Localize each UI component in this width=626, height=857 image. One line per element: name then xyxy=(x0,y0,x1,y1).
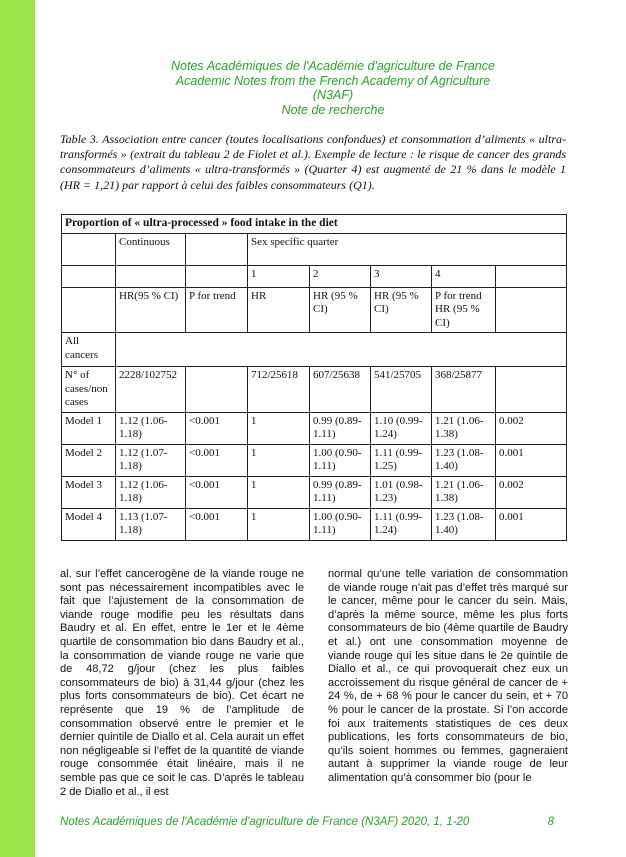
table-cell: 1.23 (1.08-1.40) xyxy=(432,444,496,476)
header-line-1: Notes Académiques de l'Académie d'agriculture de France xyxy=(171,59,495,73)
sub-header: P for trend HR (95 % CI) xyxy=(432,287,496,333)
table-cell: 1 xyxy=(248,444,310,476)
table-cell: 368/25877 xyxy=(432,367,496,413)
table-cell: 1.12 (1.06-1.18) xyxy=(116,476,186,508)
header-line-4: Note de recherche xyxy=(281,102,385,117)
table-cell: 0.001 xyxy=(496,444,567,476)
continuous-header: Continuous xyxy=(116,233,186,265)
model-row xyxy=(62,412,567,444)
model-row xyxy=(62,444,567,476)
body-column-right xyxy=(328,568,568,786)
table-cell: 0.002 xyxy=(496,476,567,508)
table-cell: 2228/102752 xyxy=(116,367,186,413)
table-cell: 1.12 (1.07-1.18) xyxy=(116,444,186,476)
table-cell: 0.99 (0.89-1.11) xyxy=(310,412,371,444)
table-cell: <0.001 xyxy=(186,476,248,508)
all-cancers-row xyxy=(62,333,567,367)
table-cell: 1.13 (1.07-1.18) xyxy=(116,508,186,540)
table-cell: 1.23 (1.08-1.40) xyxy=(432,508,496,540)
row-label: N° of cases/non cases xyxy=(62,367,116,413)
body-paragraph: al. sur l’effet cancerogène de la viande rouge ne sont pas nécessairement incompatibles avec le fait que l’ajustement de la consommation de viande rouge modifie peu les résultats dans Baudry et al. En effet, entre le 1er et le 4ème quartile de consommation bio dans Baudry et al., la consommation de viande rouge ne varie que de 48,72 g/jour (chez les plus faibles consommateurs de bio) à 31,44 g/jour (chez les plus forts consommateurs de bio). Cet écart ne représente que 19 % de l’amplitude de consommation observé entre le premier et le dernier quintile de Diallo et al. Cela aurait un effet non négligeable si l’effet de la quantité de viande rouge consommée était linéaire, mais il ne semble pas que ce soit le cas. D’après le tableau 2 de Diallo et al., il est xyxy=(60,568,304,798)
quarter-4: 4 xyxy=(432,265,496,287)
table-cell: 1 xyxy=(248,476,310,508)
table-title: Proportion of « ultra-processed » food intake in the diet xyxy=(62,215,567,234)
side-color-bar xyxy=(0,0,35,857)
table-title-row xyxy=(62,215,567,234)
row-label: Model 3 xyxy=(62,476,116,508)
table-cell: 1.11 (0.99-1.24) xyxy=(371,508,432,540)
row-label: Model 1 xyxy=(62,412,116,444)
results-table xyxy=(61,214,567,541)
model-row xyxy=(62,476,567,508)
table-cell: 1.00 (0.90-1.11) xyxy=(310,508,371,540)
table-cell: 1.00 (0.90-1.11) xyxy=(310,444,371,476)
quarter-2: 2 xyxy=(310,265,371,287)
row-label: All cancers xyxy=(62,333,116,367)
table-cell xyxy=(496,367,567,413)
page-number: 8 xyxy=(547,816,554,828)
table-cell: 1.11 (0.99-1.25) xyxy=(371,444,432,476)
table-cell: 712/25618 xyxy=(248,367,310,413)
header-line-3: (N3AF) xyxy=(312,88,354,102)
table-cell: 1 xyxy=(248,508,310,540)
table-cell: 1.10 (0.99-1.24) xyxy=(371,412,432,444)
journal-header xyxy=(40,59,626,117)
table-cell: 1 xyxy=(248,412,310,444)
table-caption: Table 3. Association entre cancer (toutes localisations confondues) et consommation d’aliments « ultra-transformés » (extrait du tableau 2 de Fiolet et al.). Exemple de lecture : le risque de cancer des grands consommateurs d’aliments « ultra-transformés » (Quarter 4) est augmenté de 21 % dans le modèle 1 (HR = 1,21) par rapport à celui des faibles consommateurs (Q1). xyxy=(60,132,566,192)
sub-header: P for trend xyxy=(186,287,248,333)
table-cell: 0.001 xyxy=(496,508,567,540)
model-row xyxy=(62,508,567,540)
sub-header-row xyxy=(62,287,567,333)
sub-header: HR (95 % CI) xyxy=(310,287,371,333)
table-cell: 1.01 (0.98-1.23) xyxy=(371,476,432,508)
footer-journal: Notes Académiques de l'Académie d'agriculture de France (N3AF) 2020, 1, 1-20 xyxy=(60,816,470,828)
row-label: Model 2 xyxy=(62,444,116,476)
sub-header: HR (95 % CI) xyxy=(371,287,432,333)
quarter-3: 3 xyxy=(371,265,432,287)
body-paragraph: normal qu’une telle variation de consommation de viande rouge n’ait pas d’effet très marqué sur le cancer, même pour le cancer du sein. Mais, d’après la même source, même les plus forts consommateurs de bio (4ème quartile de Baudry et al.) ont une consommation moyenne de viande rouge qui les situe dans le 2e quintile de Diallo et al., ce qui provoquerait chez eux un accroissement du risque général de cancer de + 24 %, de + 68 % pour le cancer du sein, et + 70 % pour le cancer de la prostate. Si l’on accorde foi aux traitements statistiques de ces deux publications, les forts consommateurs de bio, qu’ils soient hommes ou femmes, gagneraient autant à supprimer la viande rouge de leur alimentation qu’à consommer bio (pour le xyxy=(328,568,568,784)
table-cell: <0.001 xyxy=(186,444,248,476)
table-cell: 0.002 xyxy=(496,412,567,444)
table-cell: 607/25638 xyxy=(310,367,371,413)
quarter-1: 1 xyxy=(248,265,310,287)
row-label: Model 4 xyxy=(62,508,116,540)
quarter-header: Sex specific quarter xyxy=(248,233,567,265)
table-cell: <0.001 xyxy=(186,412,248,444)
table-cell: 541/25705 xyxy=(371,367,432,413)
quarter-number-row xyxy=(62,265,567,287)
table-group-row xyxy=(62,233,567,265)
table-cell: 1.21 (1.06-1.38) xyxy=(432,476,496,508)
sub-header: HR(95 % CI) xyxy=(116,287,186,333)
body-column-left xyxy=(60,568,304,799)
table-cell: 1.12 (1.06-1.18) xyxy=(116,412,186,444)
sub-header: HR xyxy=(248,287,310,333)
table-cell xyxy=(186,367,248,413)
cases-row xyxy=(62,367,567,413)
page-footer xyxy=(60,816,566,828)
table-cell: 0.99 (0.89-1.11) xyxy=(310,476,371,508)
table-cell: <0.001 xyxy=(186,508,248,540)
header-line-2: Academic Notes from the French Academy of Agriculture xyxy=(175,73,491,88)
table-cell: 1.21 (1.06-1.38) xyxy=(432,412,496,444)
